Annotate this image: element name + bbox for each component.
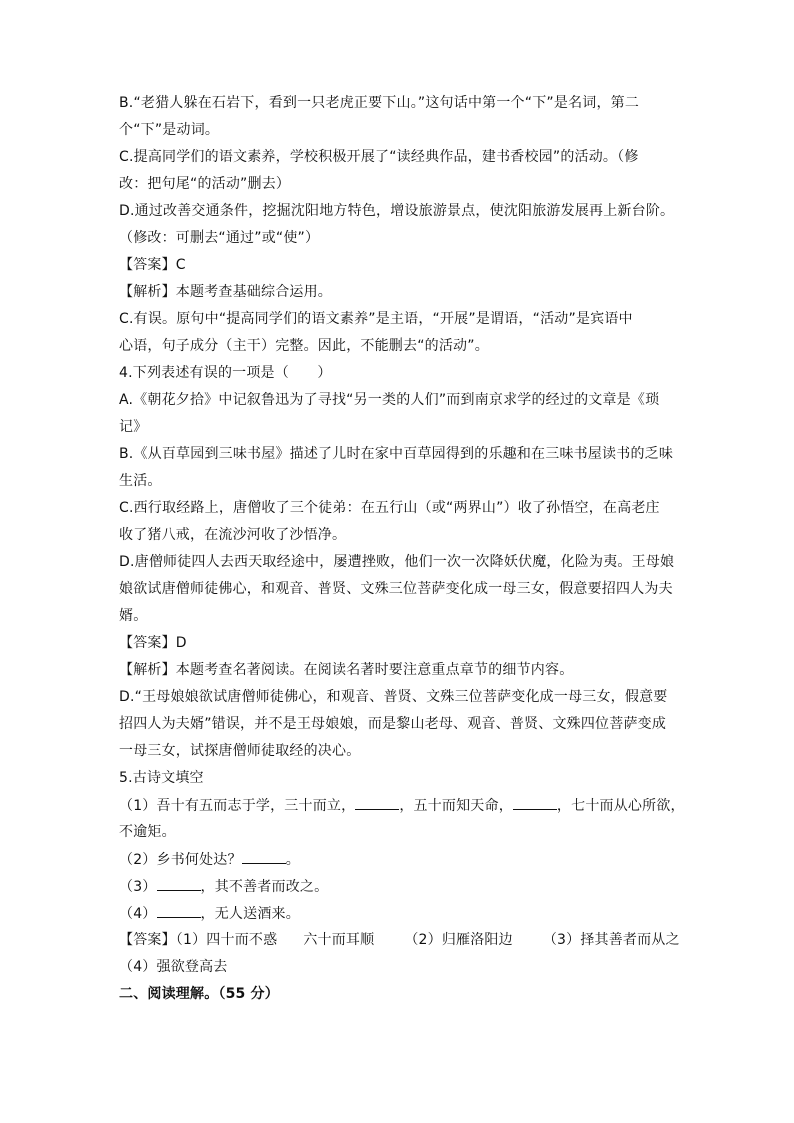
blank-3[interactable] [242,851,286,864]
question-4-stem: 4.下列表述有误的一项是（ ） [119,365,332,381]
answer-q5-part-3: （2）归雁洛阳边 [404,932,513,948]
q5-item-3-text-a: （3） [119,879,157,895]
q4-option-d-line-3: 婿。 [119,608,148,624]
analysis-q3-line-2: C.有误。原句中“提高同学们的语文素养”是主语，“开展”是谓语，“活动”是宾语中 [119,311,633,327]
q5-item-3-text-b: ，其不善者而改之。 [200,879,329,895]
q4-option-d-line-1: D.唐僧师徒四人去西天取经途中，屡遭挫败，他们一次一次降妖伏魔，化险为夷。王母娘 [119,554,675,570]
analysis-q4-line-3: 招四人为夫婿”错误，并不是王母娘娘，而是黎山老母、观音、普贤、文殊四位菩萨变成 [119,716,667,732]
q5-item-1-text-c: ，七十而从心所欲， [556,798,685,814]
q4-option-b-line-1: B.《从百草园到三味书屋》描述了儿时在家中百草园得到的乐趣和在三味书屋读书的乏味 [119,446,674,462]
option-b-line-2: 个“下”是动词。 [119,122,220,138]
answer-q5-part-4: （3）择其善者而从之 [542,932,680,948]
answer-q5-part-1: 【答案】（1）四十而不惑 [119,932,278,948]
answer-q5-part-2: 六十而耳顺 [303,932,375,948]
q5-item-1-text-b: ，五十而知天命， [399,798,513,814]
section-heading-reading: 二、阅读理解。（55 分） [119,986,279,1002]
option-c-line-1: C.提高同学们的语文素养，学校积极开展了“读经典作品，建书香校园”的活动。（修 [119,149,639,165]
blank-5[interactable] [157,905,201,918]
option-d-line-1: D.通过改善交通条件，挖掘沈阳地方特色，增设旅游景点，使沈阳旅游发展再上新台阶。 [119,203,675,219]
q5-item-2 [119,851,300,868]
q5-item-2-text-b: 。 [285,852,300,868]
q5-item-1-text-a: （1）吾十有五而志于学，三十而立， [119,798,356,814]
q4-option-c-line-1: C.西行取经路上，唐僧收了三个徒弟：在五行山（或“两界山”）收了孙悟空，在高老庄 [119,500,660,516]
blank-1[interactable] [355,797,399,810]
q5-item-3 [119,878,328,895]
q5-item-1-line-1 [119,797,685,814]
analysis-q4-line-4: 一母三女，试探唐僧师徒取经的决心。 [119,743,361,759]
analysis-q4: 【解析】本题考查名著阅读。在阅读名著时要注意重点章节的细节内容。 [119,662,574,678]
option-c-line-2: 改：把句尾“的活动”删去） [119,176,291,192]
option-b-line-1: B.“老猎人躲在石岩下，看到一只老虎正要下山。”这句话中第一个“下”是名词，第二 [119,95,640,111]
blank-4[interactable] [157,878,201,891]
q5-item-1-line-2: 不逾矩。 [119,824,176,840]
answer-q4: 【答案】D [119,635,187,651]
q5-item-4-text-a: （4） [119,906,157,922]
answer-q5-line-1 [119,932,680,948]
q4-option-a-line-1: A.《朝花夕拾》中记叙鲁迅为了寻找“另一类的人们”而到南京求学的经过的文章是《琐 [119,392,660,408]
q5-item-4 [119,905,300,922]
q5-item-4-text-b: ，无人送酒来。 [200,906,300,922]
q4-option-d-line-2: 娘欲试唐僧师徒佛心，和观音、普贤、文殊三位菩萨变化成一母三女，假意要招四人为夫 [119,581,673,597]
q4-option-a-line-2: 记》 [119,419,148,435]
q4-option-c-line-2: 收了猪八戒，在流沙河收了沙悟净。 [119,527,347,543]
question-5-stem: 5.古诗文填空 [119,770,204,786]
answer-q3: 【答案】C [119,257,186,273]
analysis-q4-line-2: D.“王母娘娘欲试唐僧师徒佛心，和观音、普贤、文殊三位菩萨变化成一母三女，假意要 [119,689,668,705]
q5-item-2-text-a: （2）乡书何处达？ [119,852,242,868]
q4-option-b-line-2: 生活。 [119,473,162,489]
blank-2[interactable] [513,797,557,810]
analysis-q3-line-3: 心语，句子成分（主干）完整。因此，不能删去“的活动”。 [119,338,489,354]
option-d-line-2: （修改：可删去“通过”或“使”） [119,230,320,246]
analysis-q3: 【解析】本题考查基础综合运用。 [119,284,332,300]
answer-q5-line-2: （4）强欲登高去 [119,959,228,975]
